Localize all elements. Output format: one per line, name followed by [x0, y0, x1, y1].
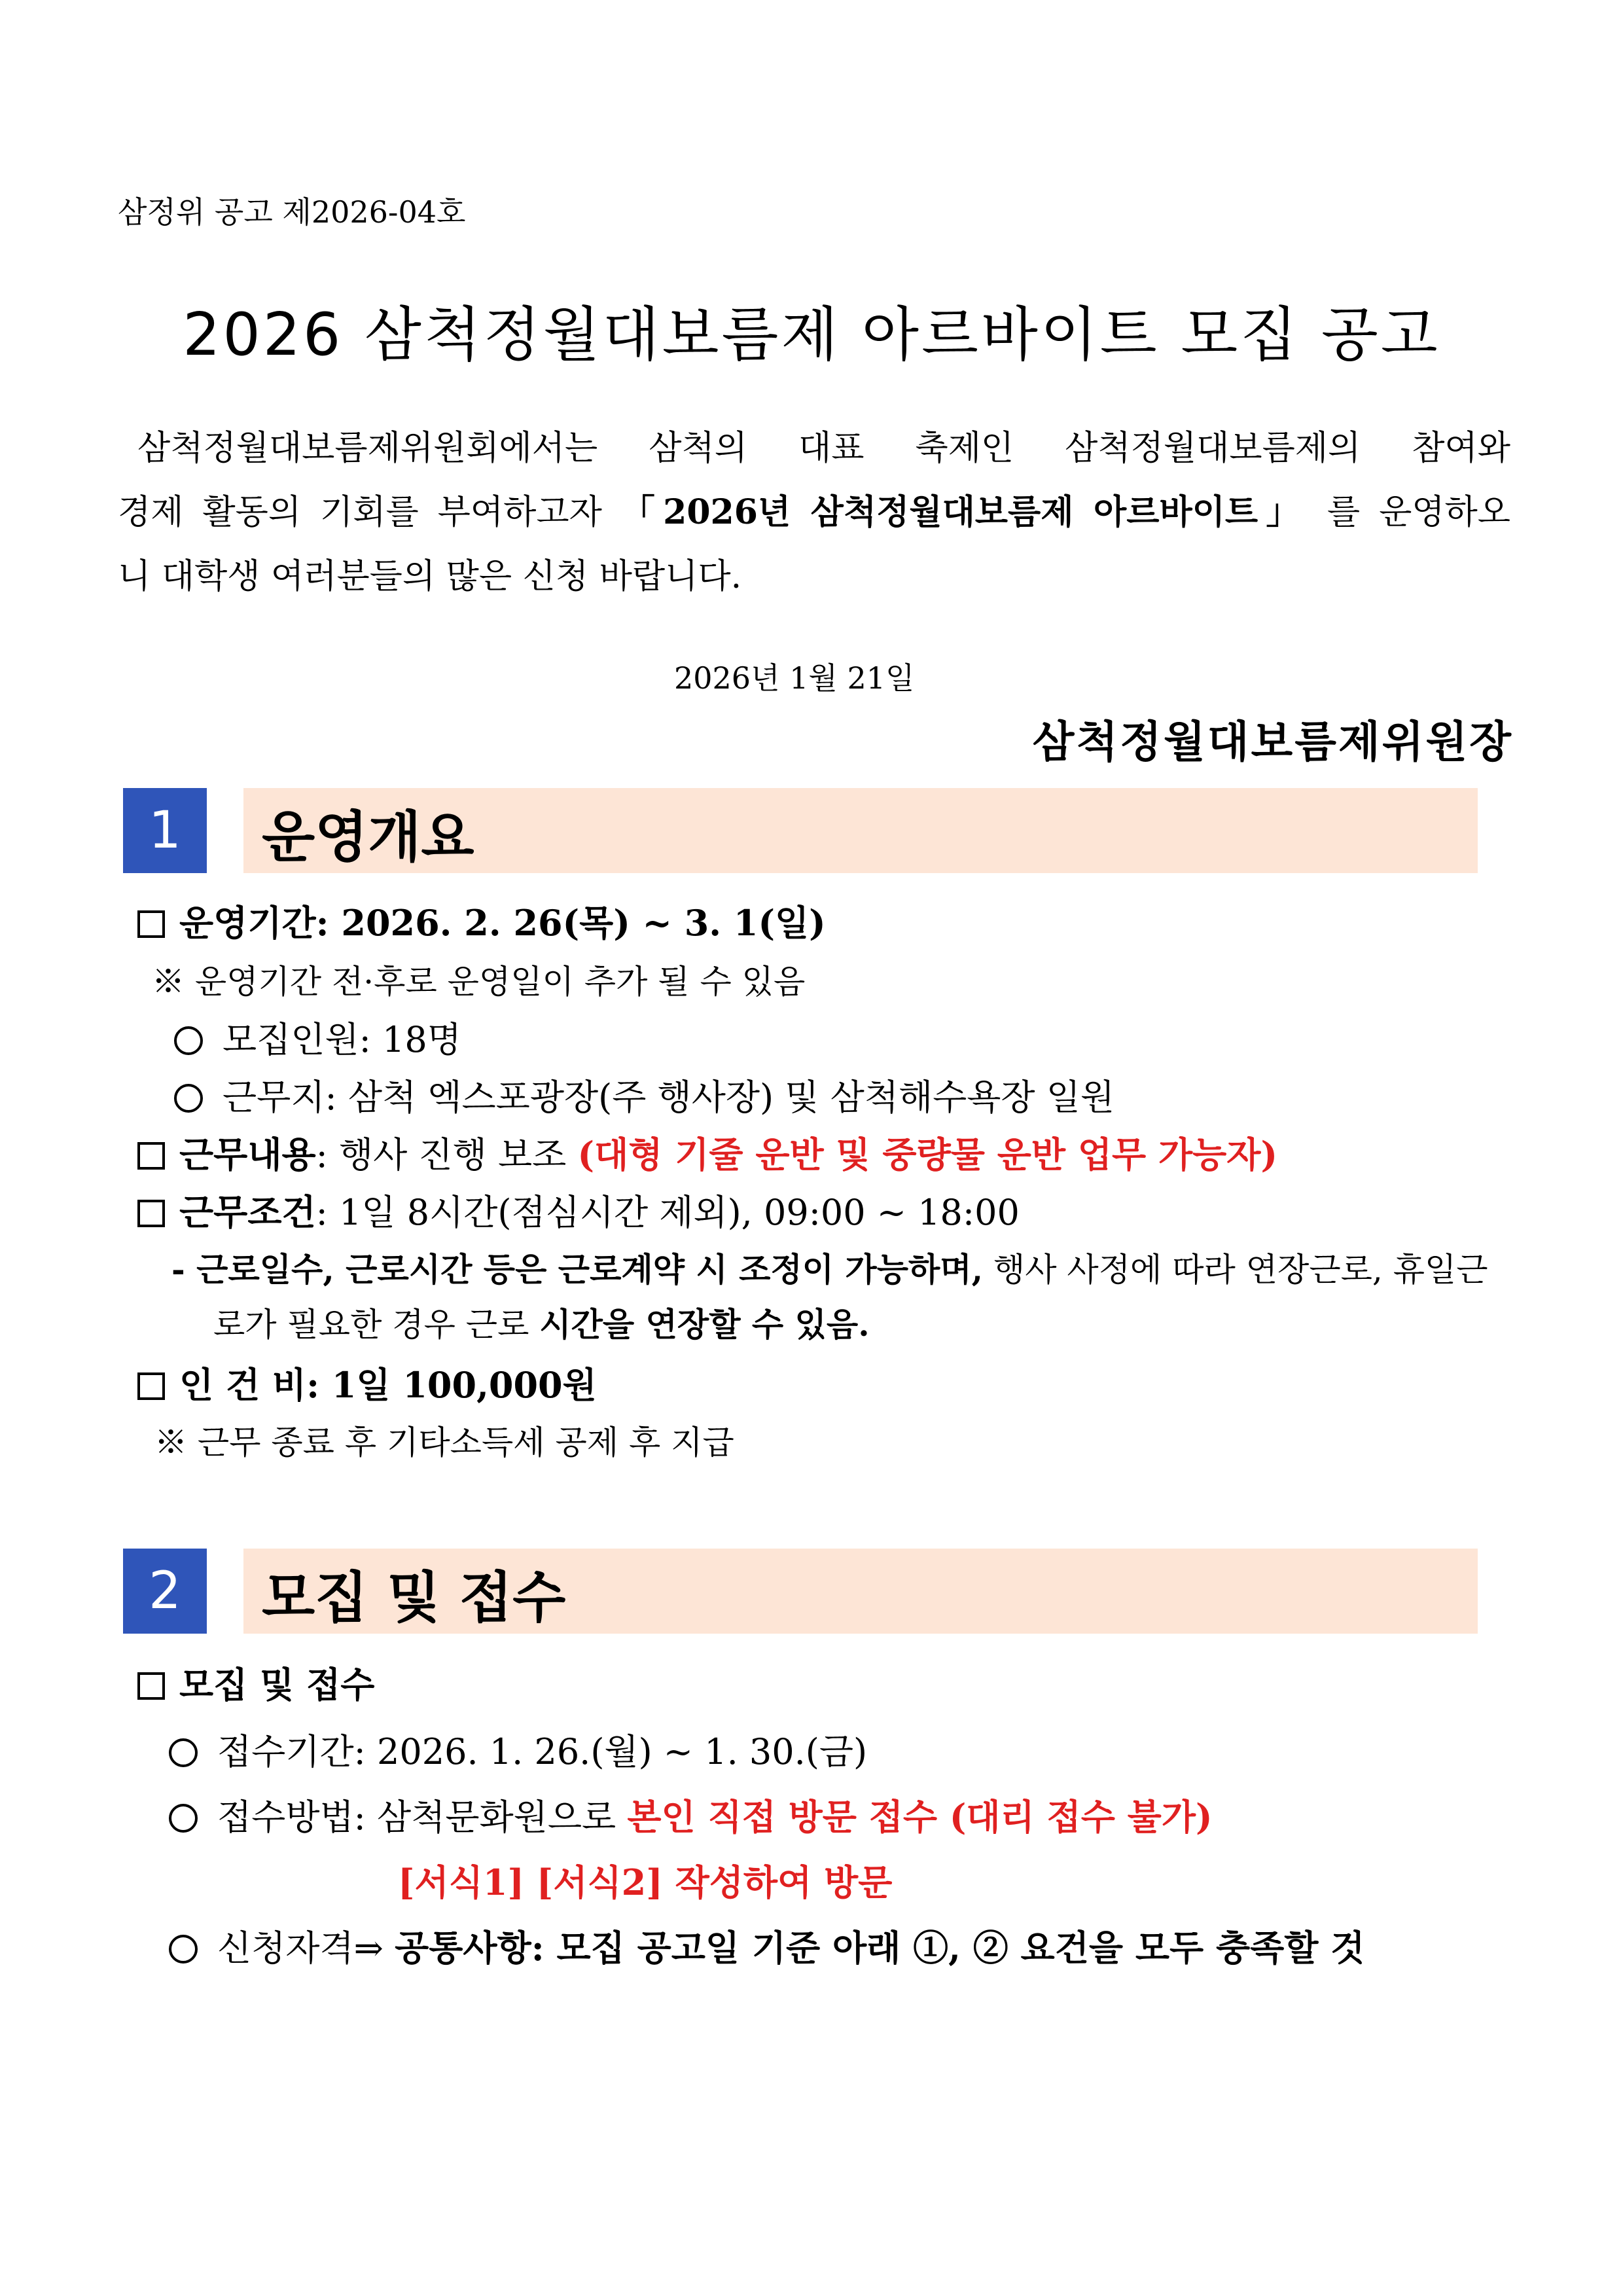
- program-name: 「2026년 삼척정월대보름제 아르바이트」: [620, 492, 1308, 532]
- recruit-count: [174, 1012, 461, 1062]
- intro-line-2-post: 를 운영하오: [1327, 493, 1510, 532]
- intro-line-2: [118, 484, 1510, 533]
- work-location-text: 근무지: 삼척 엑스포광장(주 행사장) 및 삼척해수욕장 일원: [223, 1077, 1115, 1118]
- work-conditions-note-2-pre: 로가 필요한 경우 근로: [213, 1306, 529, 1344]
- intro-line-2-pre: 경제 활동의 기회를 부여하고자: [118, 493, 602, 532]
- work-conditions-note-1: [171, 1244, 1488, 1291]
- work-duty: [137, 1127, 1277, 1177]
- wage-value: : 1일 100,000원: [306, 1364, 597, 1406]
- work-conditions-note-2-bold: 시간을 연장할 수 있음.: [539, 1305, 870, 1344]
- work-conditions-note-bold: - 근로일수, 근로시간 등은 근로계약 시 조정이 가능하며,: [171, 1250, 984, 1289]
- operation-period: [137, 895, 826, 946]
- recruit-count-text: 모집인원: 18명: [223, 1019, 461, 1060]
- wage-label: 인 건 비: [179, 1364, 307, 1406]
- work-location: [174, 1069, 1115, 1120]
- section-2-number: 2: [123, 1549, 207, 1634]
- wage: [137, 1357, 597, 1408]
- application-method-text: 접수방법: 삼척문화원으로: [217, 1797, 616, 1838]
- notice-date: 2026년 1월 21일: [674, 660, 915, 696]
- work-conditions: [137, 1185, 1020, 1235]
- application-period-text: 접수기간: 2026. 1. 26.(월) ~ 1. 30.(금): [217, 1731, 868, 1772]
- operation-period-note: ※ 운영기간 전·후로 운영일이 추가 될 수 있음: [152, 963, 806, 1001]
- work-duty-value: : 행사 진행 보조: [315, 1134, 567, 1175]
- work-conditions-note-rest: 행사 사정에 따라 연장근로, 휴일근: [993, 1251, 1488, 1289]
- issuer: 삼척정월대보름제위원장: [1032, 716, 1513, 767]
- operation-period-label: 운영기간: [179, 902, 316, 944]
- application-method: [169, 1789, 1213, 1840]
- work-duty-highlight: (대형 기줄 운반 및 중량물 운반 업무 가능자): [577, 1134, 1278, 1175]
- circle-bullet-icon: [174, 1084, 203, 1113]
- application-forms: [서식1] [서식2] 작성하여 방문: [398, 1861, 893, 1903]
- eligibility: [169, 1920, 1364, 1971]
- operation-period-value: : 2026. 2. 26(목) ~ 3. 1(일): [315, 902, 826, 944]
- document-title: 2026 삼척정월대보름제 아르바이트 모집 공고: [183, 300, 1440, 369]
- work-conditions-note-2: [213, 1299, 870, 1346]
- section-1-number: 1: [123, 788, 207, 873]
- checkbox-square-icon: [137, 1200, 165, 1227]
- wage-note: ※ 근무 종료 후 기타소득세 공제 후 지급: [154, 1424, 734, 1462]
- circle-bullet-icon: [169, 1738, 198, 1767]
- section-2-title: 모집 및 접수: [262, 1566, 566, 1630]
- section-1-title: 운영개요: [262, 805, 474, 869]
- circle-bullet-icon: [169, 1804, 198, 1833]
- checkbox-square-icon: [137, 1672, 165, 1700]
- work-conditions-label: 근무조건: [179, 1191, 316, 1233]
- eligibility-label: 신청자격⇒: [217, 1928, 383, 1969]
- work-duty-label: 근무내용: [179, 1134, 316, 1175]
- work-conditions-value: : 1일 8시간(점심시간 제외), 09:00 ~ 18:00: [315, 1192, 1020, 1233]
- intro-line-1: 삼척정월대보름제위원회에서는 삼척의 대표 축제인 삼척정월대보름제의 참여와: [137, 429, 1510, 468]
- intro-line-3: 니 대학생 여러분들의 많은 신청 바랍니다.: [118, 557, 742, 596]
- application-period: [169, 1724, 867, 1774]
- recruit-subheading: [137, 1657, 374, 1708]
- notice-number: 삼정위 공고 제2026-04호: [118, 194, 466, 230]
- application-method-highlight: 본인 직접 방문 접수 (대리 접수 불가): [627, 1796, 1213, 1838]
- checkbox-square-icon: [137, 1372, 165, 1400]
- circle-bullet-icon: [169, 1935, 198, 1964]
- circle-bullet-icon: [174, 1026, 203, 1055]
- eligibility-common-requirements: 공통사항: 모집 공고일 기준 아래 ①, ② 요건을 모두 충족할 것: [395, 1927, 1365, 1969]
- recruit-subheading-text: 모집 및 접수: [179, 1664, 375, 1706]
- checkbox-square-icon: [137, 910, 165, 938]
- checkbox-square-icon: [137, 1142, 165, 1170]
